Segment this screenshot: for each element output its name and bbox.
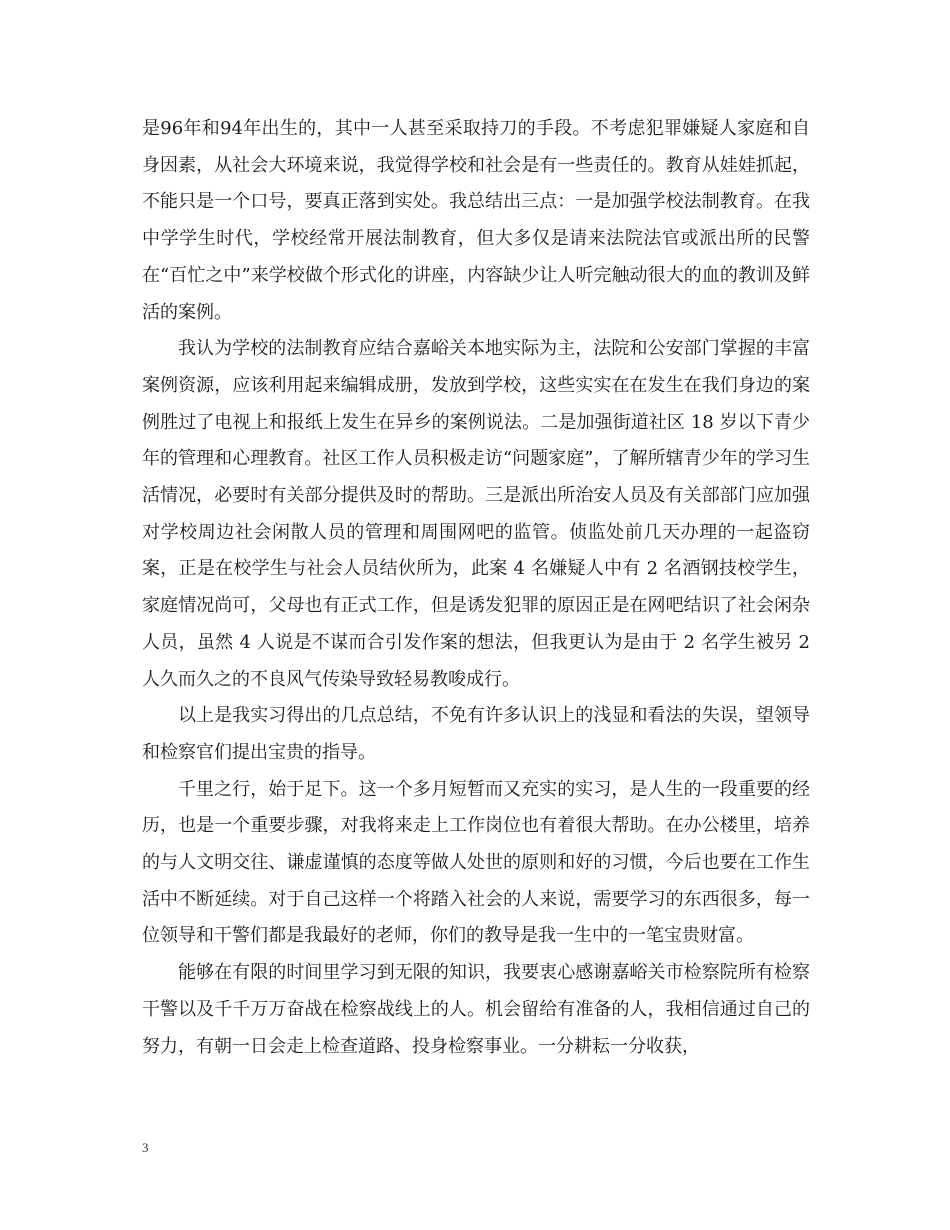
paragraph-3: 以上是我实习得出的几点总结，不免有许多认识上的浅显和看法的失误，望领导和检察官们提出宝贵的指导。 xyxy=(142,705,810,763)
paragraph-4: 千里之行，始于足下。这一个多月短暂而又充实的实习，是人生的一段重要的经历，也是一个重要步骤，对我将来走上工作岗位也有着很大帮助。在办公楼里，培养的与人文明交往、谦虚谨慎的态度等做人处世的原则和好的习惯，今后也要在工作生活中不断延续。对于自己这样一个将踏入社会的人来说，需要学习的东西很多，每一位领导和干警们都是我最好的老师，你们的教导是我一生中的一笔宝贵财富。 xyxy=(142,778,810,947)
page-number: 3 xyxy=(142,1140,149,1155)
paragraph-2: 我认为学校的法制教育应结合嘉峪关本地实际为主，法院和公安部门掌握的丰富案例资源，应该利用起来编辑成册，发放到学校，这些实实在在发生在我们身边的案例胜过了电视上和报纸上发生在异乡的案例说法。二是加强街道社区 18 岁以下青少年的管理和心理教育。社区工作人员积极走访“问题家庭”，了解所辖青少年的学习生活情况，必要时有关部分提供及时的帮助。三是派出所治安人员及有关部部门应加强对学校周边社会闲散人员的管理和周围网吧的监管。侦监处前几天办理的一起盗窃案，正是在校学生与社会人员结伙所为，此案 4 名嫌疑人中有 2 名酒钢技校学生，家庭情况尚可，父母也有正式工作，但是诱发犯罪的原因正是在网吧结识了社会闲杂人员，虽然 4 人说是不谋而合引发作案的想法，但我更认为是由于 2 名学生被另 2 人久而久之的不良风气传染导致轻易教唆成行。 xyxy=(142,338,810,690)
paragraph-1: 是96年和94年出生的，其中一人甚至采取持刀的手段。不考虑犯罪嫌疑人家庭和自身因素，从社会大环境来说，我觉得学校和社会是有一些责任的。教育从娃娃抓起，不能只是一个口号，要真正落到实处。我总结出三点：一是加强学校法制教育。在我中学学生时代，学校经常开展法制教育，但大多仅是请来法院法官或派出所的民警在“百忙之中”来学校做个形式化的讲座，内容缺少让人听完触动很大的血的教训及鲜活的案例。 xyxy=(142,118,810,323)
document-body xyxy=(142,111,810,1065)
paragraph-5: 能够在有限的时间里学习到无限的知识，我要衷心感谢嘉峪关市检察院所有检察干警以及千千万万奋战在检察战线上的人。机会留给有准备的人，我相信通过自己的努力，有朝一日会走上检查道路、投身检察事业。一分耕耘一分收获， xyxy=(142,962,810,1057)
